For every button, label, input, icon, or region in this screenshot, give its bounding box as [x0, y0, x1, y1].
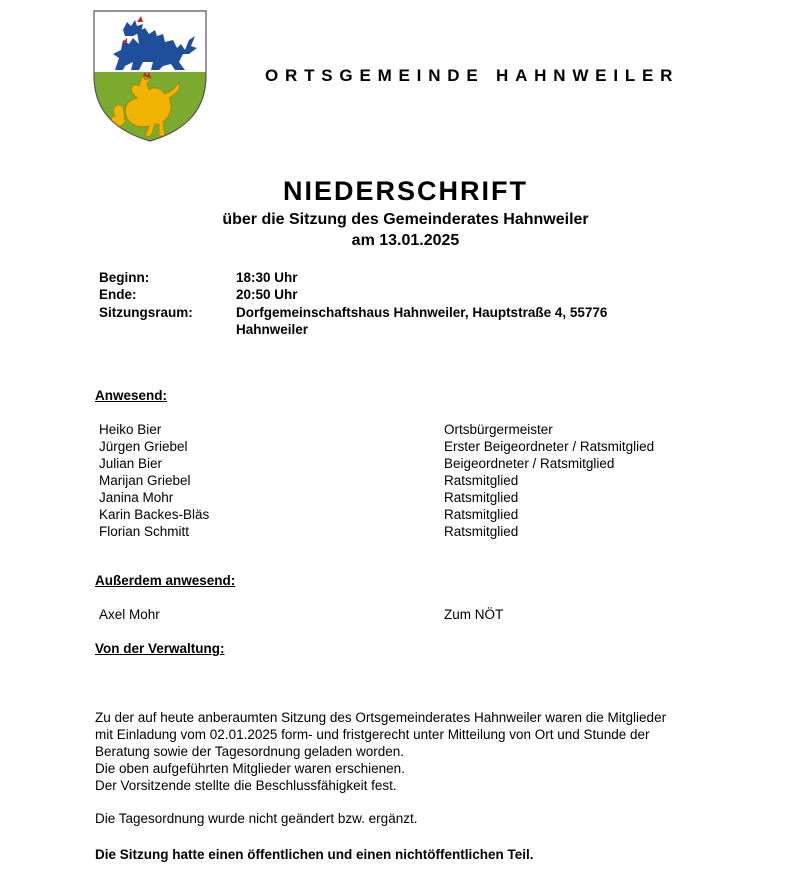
list-item: [99, 455, 719, 472]
member-role: Ratsmitglied: [444, 524, 519, 539]
list-item: [99, 438, 719, 455]
list-item: [99, 472, 719, 489]
member-name: Jürgen Griebel: [99, 439, 188, 454]
list-item: [99, 606, 719, 623]
document-subtitle: über die Sitzung des Gemeinderates Hahnweiler: [222, 211, 589, 228]
session-parts-paragraph: Die Sitzung hatte einen öffentlichen und einen nichtöffentlichen Teil.: [95, 847, 534, 862]
guest-name: Axel Mohr: [99, 607, 160, 622]
intro-paragraph: [95, 709, 718, 794]
member-name: Julian Bier: [99, 456, 163, 471]
member-name: Florian Schmitt: [99, 524, 190, 539]
member-role: Ratsmitglied: [444, 507, 519, 522]
agenda-paragraph: Die Tagesordnung wurde nicht geändert bzw. ergänzt.: [95, 811, 418, 826]
member-role: Beigeordneter / Ratsmitglied: [444, 456, 615, 471]
member-role: Ratsmitglied: [444, 490, 519, 505]
list-item: [99, 489, 719, 506]
member-role: Ortsbürgermeister: [444, 422, 553, 437]
end-value: 20:50 Uhr: [236, 287, 298, 303]
room-label: Sitzungsraum:: [99, 304, 193, 320]
member-name: Marijan Griebel: [99, 473, 191, 488]
also-present-heading: Außerdem anwesend:: [95, 573, 236, 588]
guest-role: Zum NÖT: [444, 607, 504, 622]
member-role: Ratsmitglied: [444, 473, 519, 488]
paragraph-line: Die oben aufgeführten Mitglieder waren erschienen.: [95, 761, 405, 776]
administration-heading: Von der Verwaltung:: [95, 641, 225, 656]
list-item: [99, 523, 719, 540]
end-label: Ende:: [99, 287, 137, 303]
paragraph-line: Zu der auf heute anberaumten Sitzung des Ortsgemeinderates Hahnweiler waren die Mitglieder: [95, 710, 667, 725]
begin-label: Beginn:: [99, 270, 150, 285]
list-item: [99, 506, 719, 523]
member-name: Janina Mohr: [99, 490, 174, 505]
organization-name: ORTSGEMEINDE HAHNWEILER: [265, 66, 680, 85]
meeting-date: am 13.01.2025: [351, 232, 460, 249]
coat-of-arms-logo: [93, 10, 207, 142]
document-title: NIEDERSCHRIFT: [282, 176, 528, 206]
begin-value: 18:30 Uhr: [236, 270, 298, 285]
paragraph-line: Der Vorsitzende stellte die Beschlussfähigkeit fest.: [95, 778, 397, 793]
attendance-heading: Anwesend:: [95, 388, 168, 403]
paragraph-line: Beratung sowie der Tagesordnung geladen worden.: [95, 744, 404, 759]
also-present-list: [99, 606, 719, 623]
attendance-list: [99, 421, 719, 540]
list-item: [99, 421, 719, 438]
paragraph-line: mit Einladung vom 02.01.2025 form- und fristgerecht unter Mitteilung von Ort und Stunde der: [95, 727, 650, 742]
room-value: Dorfgemeinschaftshaus Hahnweiler, Hauptstraße 4, 55776 Hahnweiler: [236, 304, 608, 337]
member-role: Erster Beigeordneter / Ratsmitglied: [444, 439, 655, 454]
member-name: Karin Backes-Bläs: [99, 507, 210, 522]
member-name: Heiko Bier: [99, 422, 162, 437]
